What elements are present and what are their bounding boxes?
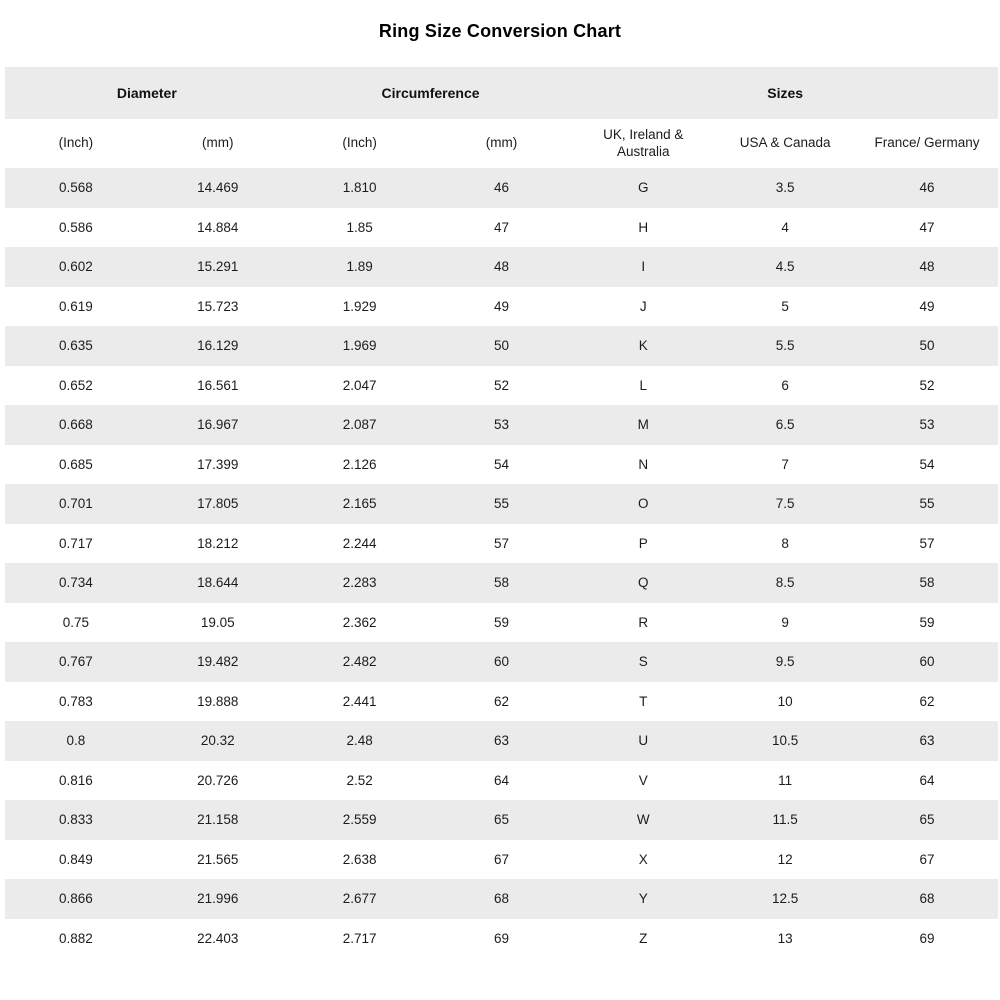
table-cell: 1.85 <box>346 219 373 235</box>
table-cell: 2.482 <box>342 654 377 670</box>
table-cell: 55 <box>493 496 509 512</box>
table-cell: Q <box>638 575 649 591</box>
table-cell: 2.283 <box>342 575 377 591</box>
col-header-diameter-mm: (mm) <box>202 135 234 151</box>
group-header-sizes: Sizes <box>767 85 804 101</box>
table-cell: 59 <box>919 614 935 630</box>
table-cell: 63 <box>493 733 509 749</box>
table-cell: G <box>638 180 649 196</box>
table-cell: 7.5 <box>775 496 795 512</box>
table-cell: 15.291 <box>197 259 239 275</box>
table-cell: 12.5 <box>772 891 799 907</box>
table-cell: W <box>636 812 650 828</box>
table-cell: 62 <box>493 693 509 709</box>
table-row <box>5 919 998 959</box>
table-cell: 0.568 <box>59 180 93 196</box>
table-cell: 2.244 <box>342 535 377 551</box>
table-cell: 16.129 <box>197 338 239 354</box>
table-cell: 68 <box>493 891 509 907</box>
table-cell: H <box>638 219 649 235</box>
table-cell: 54 <box>493 456 509 472</box>
table-cell: 0.767 <box>59 654 93 670</box>
table-cell: 20.726 <box>197 772 239 788</box>
table-cell: 2.441 <box>342 693 377 709</box>
table-cell: 12 <box>777 851 793 867</box>
table-cell: 13 <box>777 930 793 946</box>
table-cell: 1.810 <box>342 180 377 196</box>
table-cell: 1.929 <box>342 298 377 314</box>
table-cell: 7 <box>781 456 789 472</box>
sub-header-row <box>5 119 998 168</box>
table-cell: 0.882 <box>59 930 93 946</box>
table-cell: 65 <box>919 812 935 828</box>
table-cell: 68 <box>919 891 935 907</box>
table-cell: 49 <box>493 298 509 314</box>
table-cell: 5.5 <box>775 338 795 354</box>
table-cell: 10 <box>777 693 793 709</box>
table-cell: 0.717 <box>59 535 93 551</box>
table-row <box>5 840 998 880</box>
table-cell: 14.469 <box>197 180 239 196</box>
table-cell: 6.5 <box>775 417 795 433</box>
table-cell: L <box>639 377 648 393</box>
table-cell: J <box>639 298 647 314</box>
table-row <box>5 208 998 248</box>
table-cell: 22.403 <box>197 930 239 946</box>
table-cell: 0.8 <box>66 733 86 749</box>
table-row <box>5 563 998 603</box>
table-cell: 69 <box>493 930 509 946</box>
table-row <box>5 445 998 485</box>
col-header-uk-ireland-australia: UK, Ireland & Australia <box>603 126 684 159</box>
table-cell: 2.48 <box>346 733 373 749</box>
table-row <box>5 682 998 722</box>
table-cell: 48 <box>919 259 935 275</box>
table-row <box>5 366 998 406</box>
table-cell: 67 <box>493 851 509 867</box>
table-cell: S <box>638 654 648 670</box>
table-cell: 58 <box>493 575 509 591</box>
group-header-row <box>5 67 998 119</box>
table-cell: 21.158 <box>197 812 239 828</box>
table-cell: 60 <box>493 654 509 670</box>
table-cell: 0.75 <box>62 614 90 630</box>
table-cell: 14.884 <box>197 219 239 235</box>
table-row <box>5 287 998 327</box>
table-cell: 20.32 <box>200 733 235 749</box>
table-cell: 4.5 <box>775 259 795 275</box>
table-cell: 11 <box>778 772 793 788</box>
table-cell: Z <box>639 930 648 946</box>
table-cell: 16.967 <box>197 417 239 433</box>
table-cell: 0.685 <box>59 456 93 472</box>
table-cell: 47 <box>919 219 935 235</box>
table-cell: 49 <box>919 298 935 314</box>
table-cell: 1.89 <box>346 259 373 275</box>
table-cell: 0.668 <box>59 417 93 433</box>
col-header-diameter-inch: (Inch) <box>58 135 94 151</box>
table-cell: V <box>638 772 648 788</box>
table-row <box>5 484 998 524</box>
table-cell: 48 <box>493 259 509 275</box>
table-cell: 67 <box>919 851 935 867</box>
table-cell: 57 <box>493 535 509 551</box>
table-row <box>5 524 998 564</box>
table-header <box>5 67 998 168</box>
table-cell: 3.5 <box>775 180 795 196</box>
col-header-france-germany: France/ Germany <box>874 135 980 151</box>
table-row <box>5 642 998 682</box>
table-cell: 2.047 <box>342 377 377 393</box>
table-cell: 2.638 <box>342 851 377 867</box>
table-cell: 11.5 <box>772 812 798 828</box>
table-row <box>5 721 998 761</box>
table-cell: T <box>639 693 648 709</box>
col-header-circumference-inch: (Inch) <box>342 135 377 151</box>
table-row <box>5 879 998 919</box>
table-cell: 17.805 <box>197 496 239 512</box>
table-cell: 0.833 <box>59 812 93 828</box>
table-cell: 65 <box>493 812 509 828</box>
table-cell: 63 <box>919 733 935 749</box>
col-header-circumference-mm: (mm) <box>485 135 518 151</box>
table-row <box>5 326 998 366</box>
table-cell: 50 <box>493 338 509 354</box>
table-cell: 46 <box>919 180 935 196</box>
table-row <box>5 603 998 643</box>
table-cell: 18.644 <box>197 575 239 591</box>
table-cell: 55 <box>919 496 935 512</box>
table-row <box>5 405 998 445</box>
table-cell: 0.619 <box>59 298 93 314</box>
table-cell: 15.723 <box>197 298 239 314</box>
table-cell: 9.5 <box>775 654 795 670</box>
table-body <box>5 168 998 958</box>
table-row <box>5 761 998 801</box>
table-cell: 52 <box>919 377 935 393</box>
table-cell: 21.996 <box>197 891 239 907</box>
table-cell: 62 <box>919 693 935 709</box>
table-cell: 5 <box>781 298 789 314</box>
table-cell: R <box>638 614 649 630</box>
table-cell: 0.783 <box>59 693 93 709</box>
table-cell: 17.399 <box>197 456 239 472</box>
table-cell: 0.652 <box>59 377 93 393</box>
page-title: Ring Size Conversion Chart <box>378 21 622 41</box>
table-cell: 0.701 <box>59 496 93 512</box>
table-cell: U <box>638 733 649 749</box>
table-cell: 2.126 <box>342 456 377 472</box>
table-cell: P <box>638 535 648 551</box>
table-cell: 60 <box>919 654 935 670</box>
table-cell: 2.717 <box>342 930 377 946</box>
table-cell: K <box>638 338 648 354</box>
table-cell: 59 <box>493 614 509 630</box>
table-cell: 47 <box>493 219 509 235</box>
table-cell: 0.602 <box>59 259 93 275</box>
table-cell: 18.212 <box>197 535 239 551</box>
table-row <box>5 168 998 208</box>
table-cell: 2.52 <box>346 772 373 788</box>
table-cell: 0.849 <box>59 851 93 867</box>
table-cell: 0.734 <box>59 575 93 591</box>
table-cell: 8 <box>781 535 789 551</box>
group-header-circumference: Circumference <box>381 85 480 101</box>
table-cell: 53 <box>493 417 509 433</box>
table-row <box>5 800 998 840</box>
table-cell: 52 <box>493 377 509 393</box>
table-cell: X <box>638 851 648 867</box>
table-cell: 58 <box>919 575 935 591</box>
table-cell: 64 <box>493 772 509 788</box>
table-cell: 64 <box>919 772 935 788</box>
group-header-diameter: Diameter <box>116 85 177 101</box>
table-row <box>5 247 998 287</box>
table-cell: 0.866 <box>59 891 93 907</box>
table-cell: 21.565 <box>197 851 239 867</box>
table-cell: 2.362 <box>342 614 377 630</box>
table-cell: 19.482 <box>197 654 239 670</box>
table-cell: 69 <box>919 930 935 946</box>
table-cell: 6 <box>781 377 789 393</box>
table-cell: 0.586 <box>59 219 93 235</box>
table-cell: 1.969 <box>342 338 377 354</box>
table-cell: 0.816 <box>59 772 93 788</box>
table-cell: 57 <box>919 535 935 551</box>
table-cell: 53 <box>919 417 935 433</box>
table-cell: 50 <box>919 338 935 354</box>
table-cell: 10.5 <box>772 733 799 749</box>
table-cell: Y <box>638 891 648 907</box>
table-cell: 2.559 <box>342 812 377 828</box>
table-cell: N <box>638 456 649 472</box>
table-cell: 19.05 <box>200 614 235 630</box>
table-cell: 9 <box>781 614 789 630</box>
table-cell: 19.888 <box>197 693 239 709</box>
table-cell: 2.087 <box>342 417 377 433</box>
table-cell: 46 <box>493 180 509 196</box>
ring-size-table <box>5 67 998 958</box>
table-cell: 2.677 <box>342 891 377 907</box>
table-cell: 0.635 <box>59 338 93 354</box>
table-cell: 16.561 <box>197 377 239 393</box>
table-cell: 8.5 <box>775 575 795 591</box>
table-cell: O <box>638 496 649 512</box>
col-header-usa-canada: USA & Canada <box>739 135 831 151</box>
table-cell: 4 <box>781 219 789 235</box>
table-cell: 2.165 <box>342 496 377 512</box>
table-cell: I <box>641 259 646 275</box>
table-cell: 54 <box>919 456 935 472</box>
table-cell: M <box>637 417 649 433</box>
